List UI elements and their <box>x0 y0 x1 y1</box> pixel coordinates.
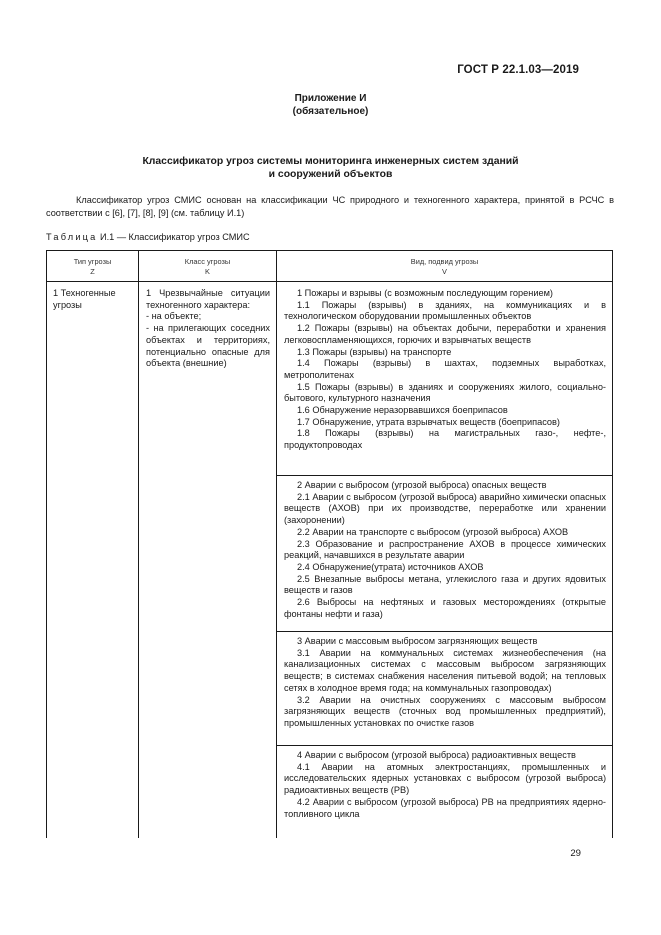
table-caption-label: Таблица <box>46 232 98 242</box>
appendix-heading <box>0 92 661 118</box>
table-right-border <box>612 251 613 838</box>
threat-item: 2.3 Образование и распространение АХОВ в процессе химических реакций, начавшихся в результате аварии <box>284 538 606 561</box>
column-header-type <box>47 257 138 277</box>
threat-item: 1.4 Пожары (взрывы) в шахтах, подземных выработках, метрополитенах <box>284 358 606 380</box>
threat-class-line: - на объекте; <box>146 311 202 322</box>
threat-class-cell <box>146 288 270 370</box>
threat-class-line: - на прилегающих соседних объектах и территориях, потенциально опасные для объекта (внешние) <box>146 323 270 369</box>
threat-classifier-table <box>46 250 613 838</box>
column-header-kind-name: Вид, подвид угрозы <box>410 257 479 266</box>
threat-item: 1.2 Пожары (взрывы) на объектах добычи, переработки и хранения легковоспламеняющихся, горючих и взрывчатых веществ <box>284 323 606 345</box>
page-number: 29 <box>570 848 581 859</box>
threat-item: 2.4 Обнаружение(утрата) источников АХОВ <box>297 561 484 572</box>
threat-class-line: 1 Чрезвычайные ситуации техногенного характера: <box>146 288 270 310</box>
threat-group-2 <box>284 480 606 620</box>
group-divider <box>276 745 613 746</box>
table-caption <box>46 231 250 243</box>
threat-item: 2.1 Аварии с выбросом (угрозой выброса) аварийно химически опасных веществ (АХОВ) при их производстве, переработке или хранении (захоронении) <box>284 491 606 526</box>
threat-item: 1.1 Пожары (взрывы) в зданиях, на коммуникациях и в технологическом оборудовании промышленных объектов <box>284 299 606 322</box>
column-header-class-symbol: K <box>205 267 210 276</box>
threat-group-title: 4 Аварии с выбросом (угрозой выброса) радиоактивных веществ <box>297 750 576 760</box>
threat-item: 2.5 Внезапные выбросы метана, углекислого газа и других ядовитых веществ и газов <box>284 573 606 596</box>
threat-item: 1.6 Обнаружение неразорвавшихся боеприпасов <box>297 405 508 416</box>
threat-item: 3.2 Аварии на очистных сооружениях с массовым выбросом загрязняющих веществ (сточных вод промышленных предприятий), промышленных установках по очистке газов <box>284 694 606 728</box>
threat-item: 2.6 Выбросы на нефтяных и газовых месторождениях (открытые фонтаны нефти и газа) <box>284 597 606 619</box>
document-code: ГОСТ Р 22.1.03—2019 <box>457 64 579 76</box>
threat-group-1 <box>284 288 606 452</box>
column-header-kind-symbol: V <box>442 267 447 276</box>
group-divider <box>276 631 613 632</box>
threat-item: 4.2 Аварии с выбросом (угрозой выброса) РВ на предприятиях ядерно-топливного цикла <box>284 796 606 819</box>
document-title <box>0 155 661 181</box>
column-header-kind <box>277 257 612 277</box>
threat-group-3 <box>284 636 606 730</box>
column-header-type-name: Тип угрозы <box>73 257 112 266</box>
column-header-class-name: Класс угрозы <box>184 257 231 266</box>
threat-item: 1.5 Пожары (взрывы) в зданиях и сооружениях жилого, социально-бытового, культурного назначения <box>284 381 606 404</box>
threat-group-title: 3 Аварии с массовым выбросом загрязняющих веществ <box>297 636 538 646</box>
document-title-line-2: и сооружений объектов <box>268 169 393 180</box>
threat-item: 1.3 Пожары (взрывы) на транспорте <box>297 346 452 357</box>
document-title-line-1: Классификатор угроз системы мониторинга инженерных систем зданий <box>142 156 519 167</box>
intro-paragraph: Классификатор угроз СМИС основан на классификации ЧС природного и техногенного характера, принятой в РСЧС в соответствии с [6], [7], [8], [9] (см. таблицу И.1) <box>46 195 614 218</box>
threat-item: 3.1 Аварии на коммунальных системах жизнеобеспечения (на канализационных системах с массовым выбросом загрязняющих веществ; в системах снабжения населения питьевой водой; на тепловых сетях в холодное время года; на коммунальных газопроводах) <box>284 647 606 693</box>
appendix-status: (обязательное) <box>292 106 369 117</box>
header-bottom-border <box>47 281 613 282</box>
threat-type-cell <box>53 288 137 311</box>
threat-item: 1.7 Обнаружение, утрата взрывчатых веществ (боеприпасов) <box>297 416 560 427</box>
column-divider <box>138 251 139 838</box>
column-divider <box>276 251 277 838</box>
threat-item: 2.2 Аварии на транспорте с выбросом (угрозой выброса) АХОВ <box>297 526 569 537</box>
table-caption-text: И.1 — Классификатор угроз СМИС <box>100 232 250 242</box>
appendix-title: Приложение И <box>294 93 367 104</box>
column-header-type-symbol: Z <box>90 267 95 276</box>
threat-group-4 <box>284 750 606 820</box>
threat-type-text: 1 Техногенные угрозы <box>53 288 116 310</box>
threat-item: 4.1 Аварии на атомных электростанциях, промышленных и исследовательских ядерных установках с выбросом (угрозой выброса) радиоактивных веществ (РВ) <box>284 761 606 796</box>
threat-group-title: 2 Аварии с выбросом (угрозой выброса) опасных веществ <box>297 480 547 490</box>
threat-group-title: 1 Пожары и взрывы (с возможным последующим горением) <box>297 288 553 298</box>
group-divider <box>276 475 613 476</box>
threat-item: 1.8 Пожары (взрывы) на магистральных газо-, нефте-, продуктопроводах <box>284 428 606 451</box>
column-header-class <box>139 257 276 277</box>
